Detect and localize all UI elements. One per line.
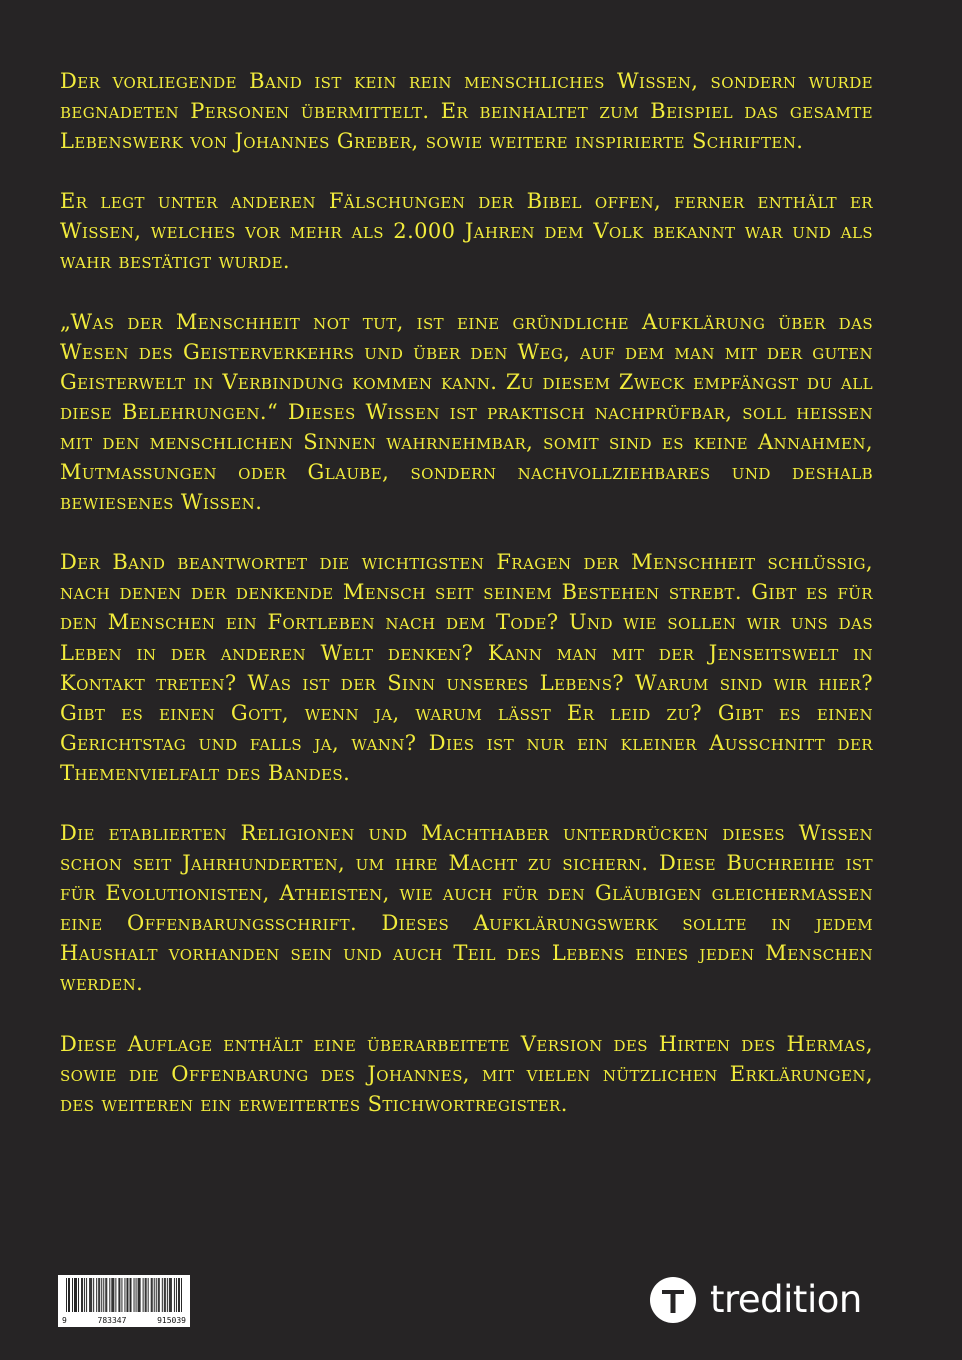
paragraph-6: Diese Auflage enthält eine überarbeitete Version des Hirten des Hermas, sowie die Offenbarung des Johannes, mit vielen nützlichen Erklärungen, des weiteren ein erweitertes Stichwortregister. — [60, 1031, 873, 1116]
barcode-bar — [115, 1278, 116, 1312]
barcode-bar — [178, 1278, 179, 1312]
barcode-bar — [105, 1278, 106, 1312]
barcode-bar — [131, 1278, 132, 1312]
barcode-bar — [130, 1278, 131, 1312]
barcode-digits — [58, 1316, 190, 1325]
tredition-t-logo-icon — [650, 1277, 696, 1323]
barcode-bar — [93, 1278, 94, 1312]
barcode-bar — [72, 1278, 73, 1312]
barcode-bar — [66, 1278, 67, 1312]
barcode-bars — [66, 1278, 182, 1312]
barcode-group-1: 783347 — [97, 1316, 127, 1325]
barcode-bar — [113, 1278, 114, 1312]
barcode-bar — [125, 1278, 126, 1312]
paragraph-2: Er legt unter anderen Fälschungen der Bibel offen, ferner enthält er Wissen, welches vor mehr als 2.000 Jahren dem Volk bekannt war und als wahr bestätigt wurde. — [60, 189, 873, 274]
barcode-bar — [68, 1278, 69, 1312]
barcode-bar — [127, 1278, 128, 1312]
barcode-bar — [128, 1278, 129, 1312]
barcode-bar — [136, 1278, 137, 1312]
barcode-bar — [174, 1278, 175, 1312]
barcode-bar — [159, 1278, 160, 1312]
barcode-bar — [81, 1278, 82, 1312]
publisher-mark — [650, 1277, 862, 1323]
barcode-bar — [179, 1278, 180, 1312]
barcode-bar — [75, 1278, 76, 1312]
barcode-bar — [140, 1278, 141, 1312]
isbn-barcode — [58, 1275, 190, 1327]
barcode-bar — [139, 1278, 140, 1312]
barcode-bar — [78, 1278, 79, 1312]
barcode-bar — [112, 1278, 113, 1312]
barcode-bar — [119, 1278, 120, 1312]
barcode-bar — [84, 1278, 85, 1312]
barcode-bar — [165, 1278, 166, 1312]
barcode-bar — [69, 1278, 70, 1312]
barcode-bar — [148, 1278, 149, 1312]
barcode-bar — [109, 1278, 110, 1312]
barcode-bar — [134, 1278, 135, 1312]
barcode-bar — [111, 1278, 112, 1312]
barcode-bar — [143, 1278, 144, 1312]
barcode-bar — [76, 1278, 77, 1312]
barcode-bar — [181, 1278, 182, 1312]
paragraph-5: Die etablierten Religionen und Machthaber unterdrücken dieses Wissen schon seit Jahrhunderten, um ihre Macht zu sichern. Diese Buchreihe ist für Evolutionisten, Atheisten, wie auch für den Gläubigen gleichermaßen eine Offenbarungsschrift. Dieses Aufklärungswerk sollte in jedem Haushalt vorhanden sein und auch Teil des Lebens eines jeden Menschen werden. — [60, 820, 873, 996]
barcode-bar — [74, 1278, 75, 1312]
barcode-bar — [121, 1278, 122, 1312]
back-cover-text — [60, 66, 873, 1149]
barcode-bar — [151, 1278, 152, 1312]
barcode-bar — [86, 1278, 87, 1312]
barcode-bar — [145, 1278, 146, 1312]
barcode-bar — [156, 1278, 157, 1312]
barcode-bar — [167, 1278, 168, 1312]
barcode-bar — [146, 1278, 147, 1312]
paragraph-1: Der vorliegende Band ist kein rein menschliches Wissen, sondern wurde begnadeten Personen übermittelt. Er beinhaltet zum Beispiel das gesamte Lebenswerk von Johannes Greber, sowie weitere inspirierte Schriften. — [60, 69, 873, 154]
publisher-name: tredition — [710, 1278, 862, 1321]
paragraph-4: Der Band beantwortet die wichtigsten Fragen der Menschheit schlüssig, nach denen der denkende Mensch seit seinem Bestehen strebt. Gibt es für den Menschen ein Fortleben nach dem Tode? Und wie sollen wir uns das Leben in der anderen Welt denken? Kann man mit der Jenseitswelt in Kontakt treten? Was ist der Sinn unseres Lebens? Warum sind wir hier? Gibt es einen Gott, wenn ja, warum lässt Er leid zu? Gibt es einen Gerichtstag und falls ja, wann? Dies ist nur ein kleiner Ausschnitt der Themenvielfalt des Bandes. — [60, 550, 873, 785]
barcode-bar — [106, 1278, 107, 1312]
barcode-bar — [158, 1278, 159, 1312]
barcode-bar — [89, 1278, 90, 1312]
barcode-bar — [138, 1278, 139, 1312]
barcode-bar — [154, 1278, 155, 1312]
barcode-bar — [169, 1278, 170, 1312]
barcode-group-2: 915039 — [157, 1316, 186, 1325]
barcode-bar — [101, 1278, 102, 1312]
barcode-bar — [96, 1278, 97, 1312]
barcode-bar — [103, 1278, 104, 1312]
barcode-bar — [164, 1278, 165, 1312]
barcode-bar — [99, 1278, 100, 1312]
barcode-bar — [176, 1278, 177, 1312]
barcode-bar — [98, 1278, 99, 1312]
barcode-bar — [90, 1278, 91, 1312]
barcode-bar — [152, 1278, 153, 1312]
barcode-bar — [162, 1278, 163, 1312]
barcode-bar — [82, 1278, 83, 1312]
paragraph-3: „Was der Menschheit not tut, ist eine gründliche Aufklärung über das Wesen des Geisterverkehrs und über den Weg, auf dem man mit der guten Geisterwelt in Verbindung kommen kann. Zu diesem Zweck empfängst du all diese Belehrungen.“ Dieses Wissen ist praktisch nachprüfbar, soll heißen mit den menschlichen Sinnen wahrnehmbar, somit sind es keine Annahmen, Mutmaßungen oder Glaube, sondern nachvollziehbares und deshalb bewiesenes Wissen. — [60, 309, 873, 515]
barcode-bar — [91, 1278, 92, 1312]
barcode-bar — [170, 1278, 171, 1312]
barcode-bar — [118, 1278, 119, 1312]
barcode-prefix: 9 — [62, 1316, 67, 1325]
barcode-bar — [171, 1278, 172, 1312]
